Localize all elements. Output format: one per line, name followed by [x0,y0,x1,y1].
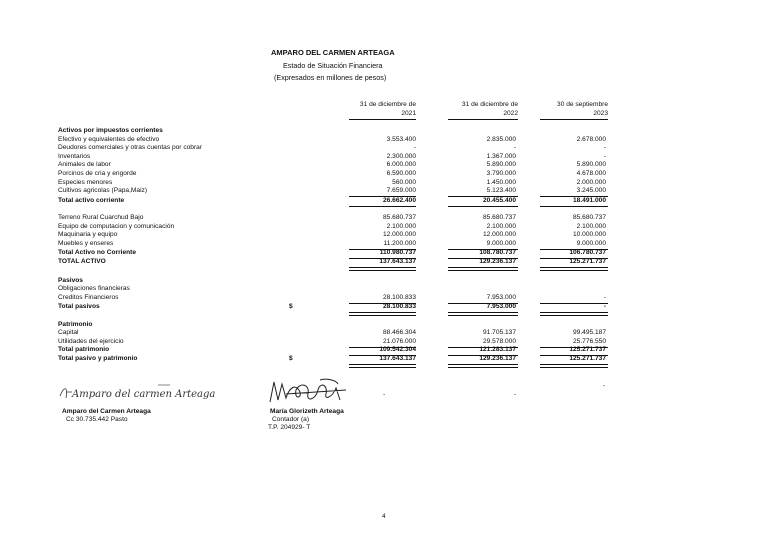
value-2023: 4.678.000 [576,170,606,177]
grand-total-row [58,355,610,364]
total-row [58,197,610,206]
value-2023: - [603,293,606,301]
table-row [58,338,610,347]
table-row [58,144,610,153]
value-2022: 121.283.137 [479,346,516,354]
table-row [58,223,610,232]
value-2023: 99.495.187 [572,329,606,337]
row-label: Total Activo no Corriente [58,249,137,257]
row-label: Total pasivos [58,302,100,310]
total-rule [448,206,518,207]
column-header-2022 [436,101,518,118]
row-label: Capital [58,329,79,337]
section-heading-liabilities [58,277,610,286]
accountant-license: T.P. 204929- T [268,424,311,431]
value-2022: 129.236.137 [479,355,516,362]
value-2023: - [603,302,606,310]
value-2023: 125.271.737 [569,346,606,354]
row-label: Creditos Financieros [58,293,119,301]
row-label: Porcinos de cria y engorde [58,170,137,177]
total-row [58,303,610,312]
row-label: Deudores comerciales y otras cuentas por cobrar [58,144,203,152]
value-2022: 7.953.000 [486,293,516,301]
value-2023: 5.890.000 [576,161,606,169]
value-2021: 12.000.000 [382,231,416,239]
value-2022: 129.236.137 [479,258,516,266]
value-2022: 9.000.000 [486,239,516,247]
table-row [58,285,610,294]
value-2021: 137.643.137 [379,355,416,362]
double-rule [540,364,608,368]
table-row [58,170,610,179]
owner-id: Cc 30.735.442 Pasto [66,416,128,423]
value-2021: 2.100.000 [386,222,416,230]
value-2023: 10.000.000 [572,231,606,239]
column-header-line1: 30 de septiembre [557,101,608,108]
handwritten-signature-icon [58,382,218,404]
column-header-line1: 31 de diciembre de [461,101,518,108]
value-2023: 106.780.737 [569,249,606,257]
total-row [58,249,610,258]
page-number: 4 [382,513,386,520]
value-2021: 28.100.833 [382,302,416,310]
row-label: Total pasivo y patrimonio [58,355,138,362]
double-rule [349,312,416,316]
value-2021: 6.000.000 [386,161,416,169]
table-row [58,329,610,338]
header-underline [349,119,416,120]
value-2022: 108.780.737 [479,249,516,257]
table-row [58,214,610,223]
value-2021: 137.643.137 [379,258,416,266]
value-2022: 85.680.737 [482,214,516,221]
total-rule [349,206,416,207]
value-2021: 109.542.304 [379,346,416,354]
value-2023: - [603,144,606,152]
table-row [58,231,610,240]
header-underline [540,119,608,120]
value-2022: 5.890.000 [486,161,516,169]
row-label: TOTAL ACTIVO [58,258,106,266]
row-label: Patrimonio [58,320,93,328]
value-2021: 28.100.833 [382,293,416,301]
row-label: Pasivos [58,276,83,284]
value-2023: 125.271.737 [569,355,606,362]
currency-symbol: $ [289,302,293,310]
column-header-line1: 31 de diciembre de [359,101,416,108]
double-rule [540,312,608,316]
row-label: Muebles y enseres [58,239,114,247]
table-row [58,136,610,145]
value-2021: 6.590.000 [386,170,416,177]
table-row [58,294,610,303]
value-2021: 26.662.400 [382,196,416,204]
double-rule [448,312,518,316]
signature-text: Amparo del carmen Arteaga [72,389,216,400]
value-2023: 125.271.737 [569,258,606,266]
dash-mark: - [514,391,517,398]
value-2021: 2.300.000 [386,152,416,160]
section-heading-current-assets [58,127,610,136]
units-subtitle: (Expresados en millones de pesos) [274,73,387,82]
row-label: Equipo de computacion y comunicación [58,222,175,230]
row-label: Activos por impuestos corrientes [58,127,163,134]
double-rule [349,267,416,271]
value-2021: 88.466.304 [382,329,416,337]
accountant-role: Contador (a) [272,416,310,423]
value-2022: 7.953.000 [486,302,516,310]
double-rule [448,267,518,271]
column-header-year: 2021 [401,109,416,117]
row-label: Maquinaria y equipo [58,231,118,239]
table-row [58,240,610,249]
column-header-year: 2022 [503,109,518,117]
value-2022: 91.705.137 [482,329,516,337]
dash-mark: - [603,382,606,389]
company-title: AMPARO DEL CARMEN ARTEAGA [271,48,395,57]
total-rule [540,206,608,207]
value-2022: 2.835.000 [486,135,516,143]
handwritten-signature-icon [266,376,366,408]
column-header-2023 [528,101,608,118]
value-2023: 85.680.737 [572,214,606,221]
double-rule [349,364,416,368]
table-row [58,161,610,170]
total-row [58,346,610,355]
value-2023: 3.245.000 [576,187,606,195]
table-row [58,179,610,188]
row-label: Terreno Rural Cuarchud Bajo [58,214,144,221]
row-label: Total patrimonio [58,346,110,354]
owner-name: Amparo del Carmen Arteaga [62,408,151,415]
value-2023: 2.000.000 [576,178,606,186]
row-label: Obligaciones financieras [58,285,130,293]
value-2023: 9.000.000 [576,239,606,247]
value-2023: 2.678.000 [576,135,606,143]
value-2022: - [513,144,516,152]
value-2023: 25.776.550 [572,337,606,345]
value-2023: 18.491.000 [572,196,606,204]
table-row [58,187,610,196]
double-rule [448,364,518,368]
table-row [58,153,610,162]
value-2021: 3.553.400 [386,135,416,143]
statement-title: Estado de Situación Financiera [283,61,383,70]
value-2022: 1.367.000 [486,152,516,160]
value-2022: 20.455.400 [482,196,516,204]
value-2021: 21.076.000 [382,337,416,345]
row-label: Total activo corriente [58,196,125,204]
dash-mark: - [383,391,386,398]
column-header-2021 [336,101,416,118]
value-2023: 2.100.000 [576,222,606,230]
value-2022: 2.100.000 [486,222,516,230]
row-label: Animales de labor [58,161,111,169]
grand-total-row [58,258,610,267]
row-label: Utilidades del ejercicio [58,337,124,345]
column-header-year: 2023 [593,109,608,117]
accountant-name: María Glorizeth Arteaga [270,408,344,415]
value-2022: 3.790.000 [486,170,516,177]
value-2022: 1.450.000 [486,178,516,186]
row-label: Especies menores [58,178,113,186]
accountant-signature-image [266,376,366,408]
value-2021: 85.680.737 [382,214,416,221]
header-underline [448,119,518,120]
value-2021: 11.200.000 [383,239,416,247]
owner-signature-image [58,382,218,404]
value-2022: 29.578.000 [482,337,516,345]
value-2022: 5.123.400 [486,187,516,195]
row-label: Cultivos agricolas (Papa,Maiz) [58,187,148,195]
row-label: Inventarios [58,152,91,160]
section-heading-equity [58,321,610,330]
currency-symbol: $ [289,355,293,362]
value-2021: 7.659.000 [386,187,416,195]
value-2021: 110.980.737 [379,249,416,257]
double-rule [540,267,608,271]
value-2022: 12.000.000 [482,231,516,239]
row-label: Efectivo y equivalentes de efectivo [58,135,160,143]
value-2021: 560.000 [392,178,416,186]
value-2023: - [603,152,606,160]
value-2021: - [413,144,416,152]
